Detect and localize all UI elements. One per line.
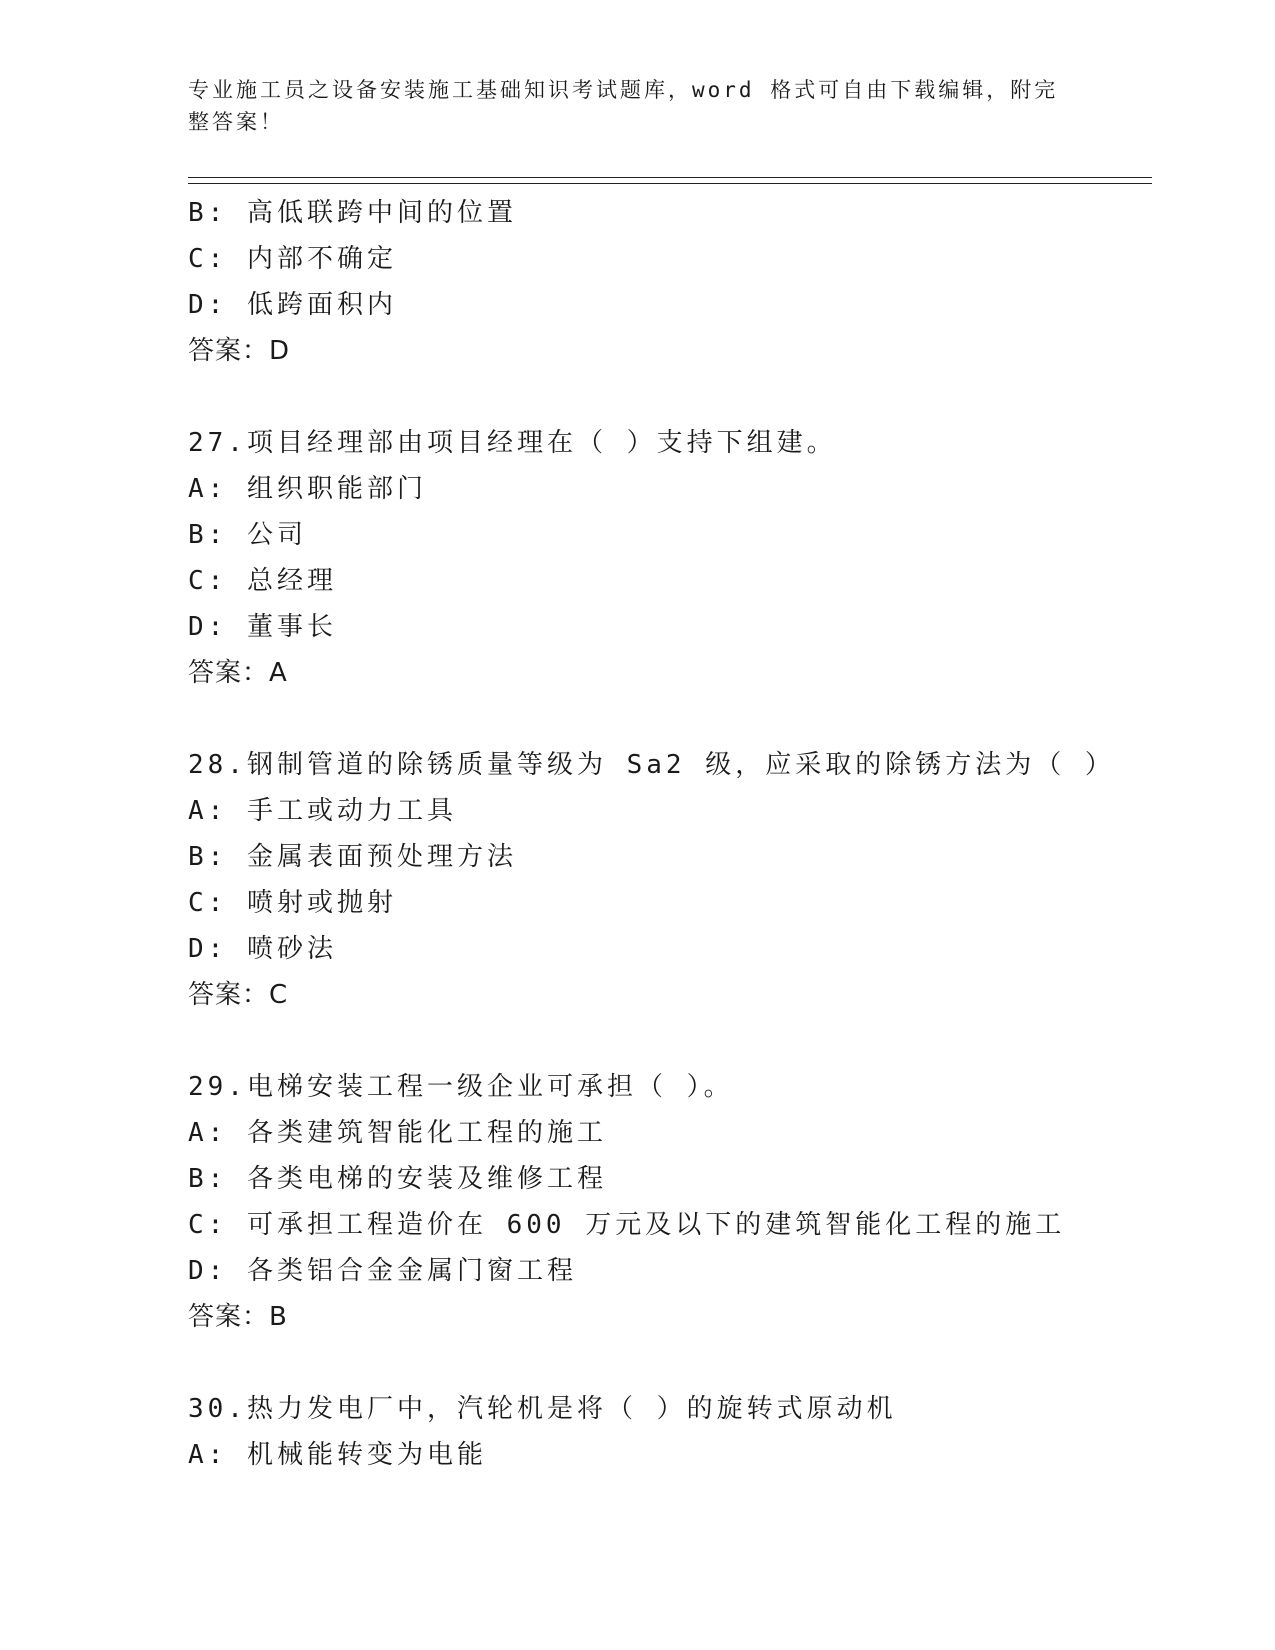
option-a: A: 机械能转变为电能 (188, 1440, 487, 1470)
header-divider-bottom (188, 183, 1152, 184)
option-b: B: 金属表面预处理方法 (188, 842, 517, 872)
answer-line: 答案：A (188, 658, 288, 688)
option-d: D: 低跨面积内 (188, 290, 397, 320)
question-29 (188, 1064, 1152, 1340)
option-c: C: 内部不确定 (188, 244, 397, 274)
question-stem: 30.热力发电厂中，汽轮机是将（ ）的旋转式原动机 (188, 1394, 897, 1424)
option-c: C: 可承担工程造价在 600 万元及以下的建筑智能化工程的施工 (188, 1210, 1066, 1240)
answer-line: 答案：C (188, 980, 289, 1010)
option-a: A: 手工或动力工具 (188, 796, 457, 826)
document-header (188, 74, 1068, 138)
header-text: 专业施工员之设备安装施工基础知识考试题库，word 格式可自由下载编辑，附完整答案！ (188, 78, 1059, 134)
answer-line: 答案：D (188, 336, 291, 366)
option-c: C: 总经理 (188, 566, 337, 596)
option-b: B: 各类电梯的安装及维修工程 (188, 1164, 607, 1194)
option-d: D: 各类铝合金金属门窗工程 (188, 1256, 577, 1286)
question-28 (188, 742, 1152, 1018)
option-d: D: 喷砂法 (188, 934, 337, 964)
option-b: B: 公司 (188, 520, 307, 550)
question-stem: 27.项目经理部由项目经理在（ ）支持下组建。 (188, 428, 837, 458)
question-stem: 28.钢制管道的除锈质量等级为 Sa2 级，应采取的除锈方法为（ ） (188, 750, 1115, 780)
question-stem: 29.电梯安装工程一级企业可承担（ ）。 (188, 1072, 734, 1102)
option-c: C: 喷射或抛射 (188, 888, 397, 918)
header-divider-top (188, 177, 1152, 178)
option-b: B: 高低联跨中间的位置 (188, 198, 517, 228)
question-30 (188, 1386, 1152, 1478)
question-list (188, 190, 1152, 1478)
question-26-continued (188, 190, 1152, 374)
question-27 (188, 420, 1152, 696)
answer-line: 答案：B (188, 1302, 288, 1332)
option-a: A: 各类建筑智能化工程的施工 (188, 1118, 607, 1148)
option-d: D: 董事长 (188, 612, 337, 642)
option-a: A: 组织职能部门 (188, 474, 427, 504)
